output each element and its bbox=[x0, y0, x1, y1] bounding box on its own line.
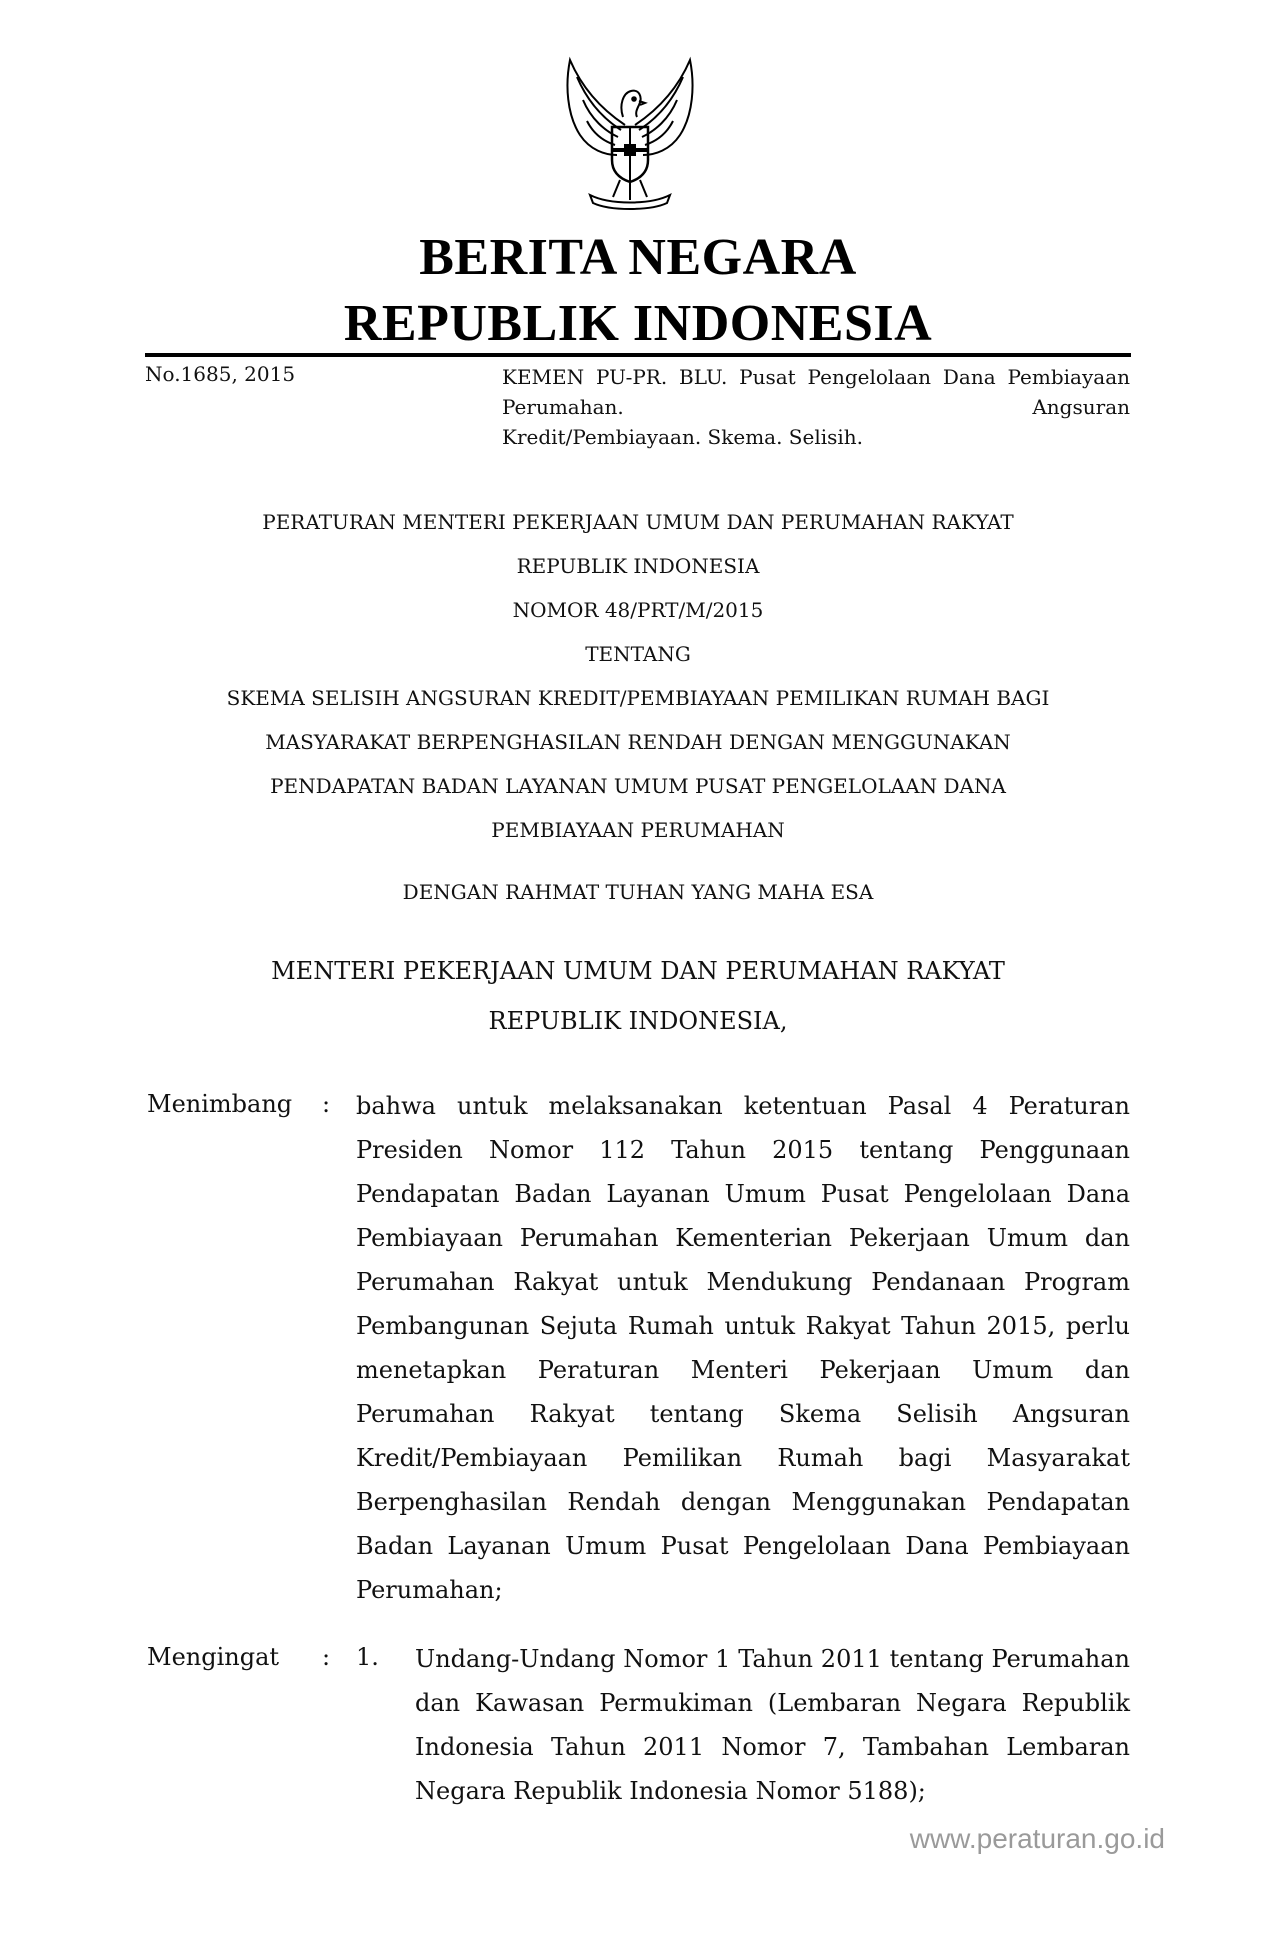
title-line: MASYARAKAT BERPENGHASILAN RENDAH DENGAN MENGGUNAKAN bbox=[265, 730, 1011, 754]
header-divider bbox=[145, 353, 1131, 357]
minister-line: REPUBLIK INDONESIA, bbox=[488, 1007, 788, 1035]
minister-line: MENTERI PEKERJAAN UMUM DAN PERUMAHAN RAKYAT bbox=[271, 957, 1005, 985]
title-line: TENTANG bbox=[585, 642, 691, 666]
menimbang-label: Menimbang bbox=[147, 1090, 293, 1118]
masthead-title: BERITA NEGARA bbox=[419, 229, 857, 286]
mengingat-item-number: 1. bbox=[356, 1643, 379, 1671]
masthead-subtitle: REPUBLIK INDONESIA bbox=[343, 295, 933, 352]
minister-heading bbox=[145, 946, 1131, 1046]
footer-url: www.peraturan.go.id bbox=[909, 1823, 1165, 1854]
garuda-emblem-icon bbox=[555, 55, 705, 215]
title-line: PERATURAN MENTERI PEKERJAAN UMUM DAN PERUMAHAN RAKYAT bbox=[262, 510, 1014, 534]
mengingat-label: Mengingat bbox=[147, 1643, 280, 1671]
subject-line: KEMEN PU-PR. BLU. Pusat Pengelolaan Dana Pembiayaan Perumahan. Angsuran bbox=[502, 365, 1130, 419]
title-line: SKEMA SELISIH ANGSURAN KREDIT/PEMBIAYAAN PEMILIKAN RUMAH BAGI bbox=[226, 686, 1050, 710]
title-line: PENDAPATAN BADAN LAYANAN UMUM PUSAT PENGELOLAAN DANA bbox=[270, 774, 1006, 798]
regulation-title bbox=[145, 500, 1131, 852]
document-number: No.1685, 2015 bbox=[145, 362, 296, 386]
title-line: REPUBLIK INDONESIA bbox=[516, 554, 760, 578]
preamble-rahmat: DENGAN RAHMAT TUHAN YANG MAHA ESA bbox=[402, 880, 874, 904]
menimbang-text: bahwa untuk melaksanakan ketentuan Pasal 4 Peraturan Presiden Nomor 112 Tahun 2015 tentang Penggunaan Pendapatan Badan Layanan Umum Pusat Pengelolaan Dana Pembiayaan Perumahan Kementerian Pekerjaan Umum dan Perumahan Rakyat untuk Mendukung Pendanaan Program Pembangunan Sejuta Rumah untuk Rakyat Tahun 2015, perlu menetapkan Peraturan Menteri Pekerjaan Umum dan Perumahan Rakyat tentang Skema Selisih Angsuran Kredit/Pembiayaan Pemilikan Rumah bagi Masyarakat Berpenghasilan Rendah dengan Menggunakan Pendapatan Badan Layanan Umum Pusat Pengelolaan Dana Pembiayaan Perumahan; bbox=[356, 1092, 1130, 1604]
mengingat-item-text: Undang-Undang Nomor 1 Tahun 2011 tentang Perumahan dan Kawasan Permukiman (Lembaran Negara Republik Indonesia Tahun 2011 Nomor 7, Tambahan Lembaran Negara Republik Indonesia Nomor 5188); bbox=[415, 1645, 1130, 1805]
title-line: NOMOR 48/PRT/M/2015 bbox=[512, 598, 764, 622]
menimbang-colon: : bbox=[322, 1090, 331, 1118]
document-subject bbox=[502, 362, 1130, 452]
mengingat-colon: : bbox=[322, 1643, 331, 1671]
title-line: PEMBIAYAAN PERUMAHAN bbox=[491, 818, 785, 842]
subject-line: Kredit/Pembiayaan. Skema. Selisih. bbox=[502, 425, 864, 449]
